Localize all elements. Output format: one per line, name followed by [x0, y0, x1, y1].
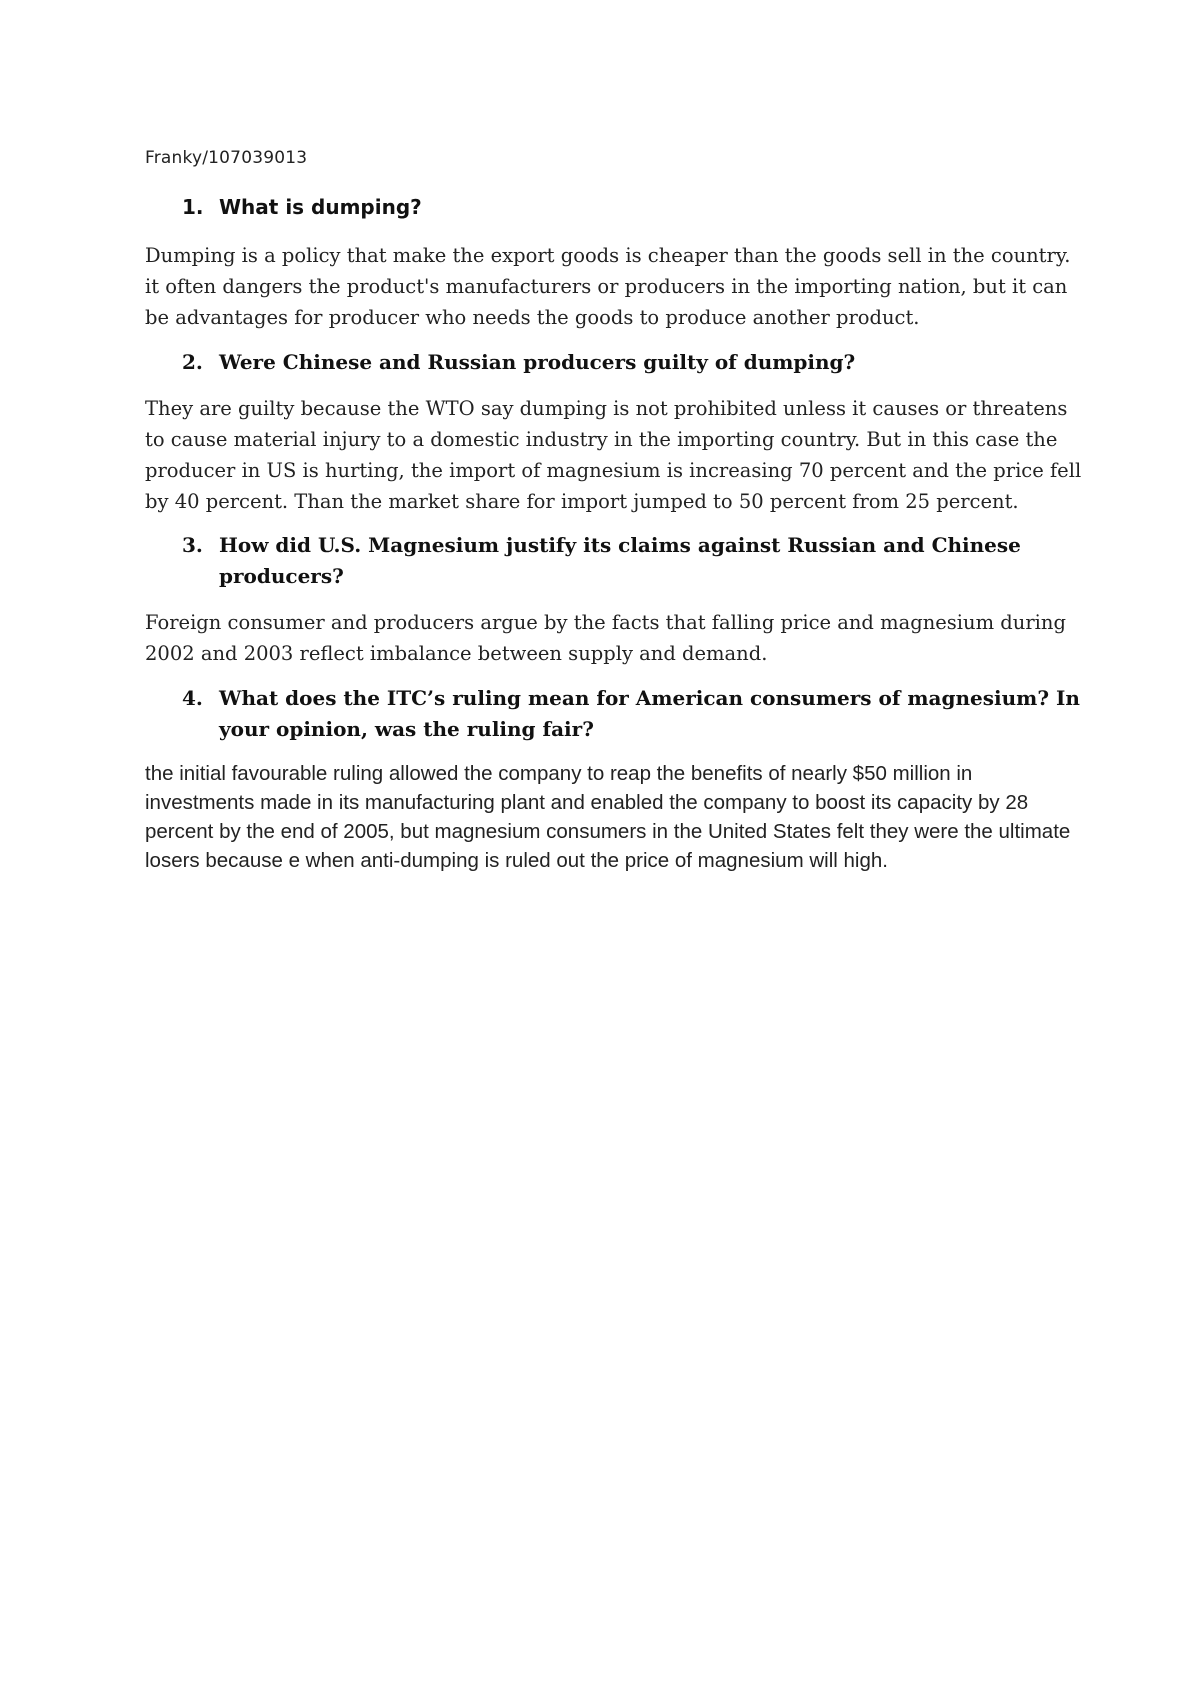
question-number: 2.: [182, 350, 203, 374]
answer-2: They are guilty because the WTO say dumping is not prohibited unless it causes or threatens to cause material injury to a domestic industry in the importing country. But in this case the producer in US is hurting, the import of magnesium is increasing 70 percent and the price fell by 40 percent. Than the market share for import jumped to 50 percent from 25 percent.: [145, 397, 1082, 513]
question-text: Were Chinese and Russian producers guilty of dumping?: [219, 350, 856, 374]
question-text: What is dumping?: [219, 195, 422, 219]
author-id: Franky/107039013: [145, 148, 308, 168]
question-text: What does the ITC’s ruling mean for American consumers of magnesium? In your opinion, was the ruling fair?: [219, 686, 1080, 741]
question-number: 1.: [182, 195, 204, 219]
question-3-heading: [145, 530, 1085, 592]
answer-4: the initial favourable ruling allowed the company to reap the benefits of nearly $50 million in investments made in its manufacturing plant and enabled the company to boost its capacity by 28 percent by the end of 2005, but magnesium consumers in the United States felt they were the ultimate losers because e when anti-dumping is ruled out the price of magnesium will high.: [145, 762, 1071, 872]
question-text: How did U.S. Magnesium justify its claims against Russian and Chinese producers?: [219, 533, 1021, 588]
question-number: 4.: [182, 686, 203, 710]
question-number: 3.: [182, 533, 203, 557]
question-2-heading: [145, 347, 1085, 378]
question-4-heading: [145, 683, 1085, 745]
answer-3: Foreign consumer and producers argue by the facts that falling price and magnesium during 2002 and 2003 reflect imbalance between supply and demand.: [145, 611, 1066, 665]
answer-1: Dumping is a policy that make the export goods is cheaper than the goods sell in the country. it often dangers the product's manufacturers or producers in the importing nation, but it can be advantages for producer who needs the goods to produce another product.: [145, 244, 1071, 329]
question-1-heading: [145, 192, 1085, 223]
